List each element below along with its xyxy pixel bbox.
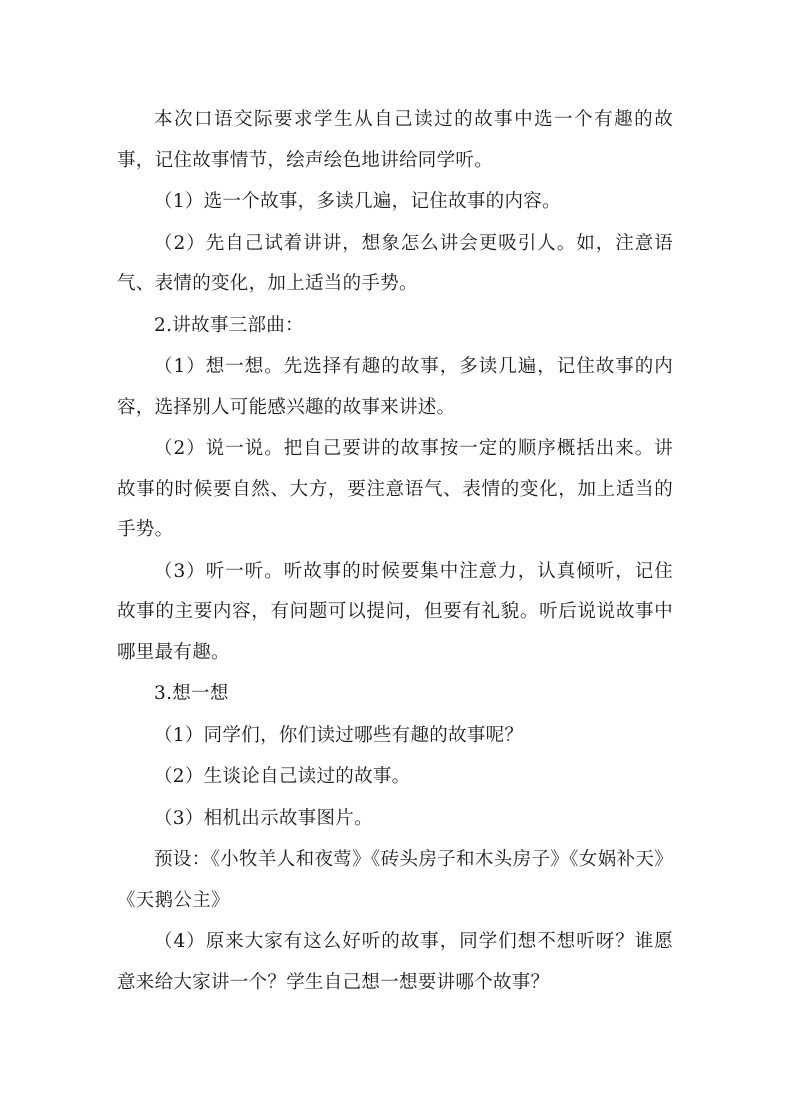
paragraph-intro: 本次口语交际要求学生从自己读过的故事中选一个有趣的故事，记住故事情节，绘声绘色地讲给同学听。 [117,109,673,171]
heading-think-about-it: 3.想一想 [154,683,229,704]
paragraph-question-1: （1）同学们，你们读过哪些有趣的故事呢？ [154,724,524,746]
paragraph-question-3: （3）相机出示故事图片。 [154,807,373,829]
document-body [117,100,673,1004]
heading-storytelling-steps: 2.讲故事三部曲： [154,314,304,336]
paragraph-step-1-2: （2）先自己试着讲讲，想象怎么讲会更吸引人。如，注意语气、表情的变化，加上适当的手势。 [117,232,673,294]
paragraph-question-2: （2）生谈论自己读过的故事。 [154,766,411,787]
paragraph-listen: （3）听一听。听故事的时候要集中注意力，认真倾听，记住故事的主要内容，有问题可以提问，但要有礼貌。听后说说故事中哪里最有趣。 [117,560,673,663]
paragraph-step-1-1: （1）选一个故事，多读几遍，记住故事的内容。 [154,191,561,212]
paragraph-preset-stories: 预设：《小牧羊人和夜莺》《砖头房子和木头房子》《女娲补天》《天鹅公主》 [117,849,673,911]
paragraph-speak: （2）说一说。把自己要讲的故事按一定的顺序概括出来。讲故事的时候要自然、大方，要注意语气、表情的变化，加上适当的手势。 [117,438,673,540]
paragraph-think: （1）想一想。先选择有趣的故事，多读几遍，记住故事的内容，选择别人可能感兴趣的故事来讲述。 [117,356,673,418]
paragraph-question-4: （4）原来大家有这么好听的故事，同学们想不想听呀？谁愿意来给大家讲一个？学生自己想一想要讲哪个故事？ [117,931,673,993]
